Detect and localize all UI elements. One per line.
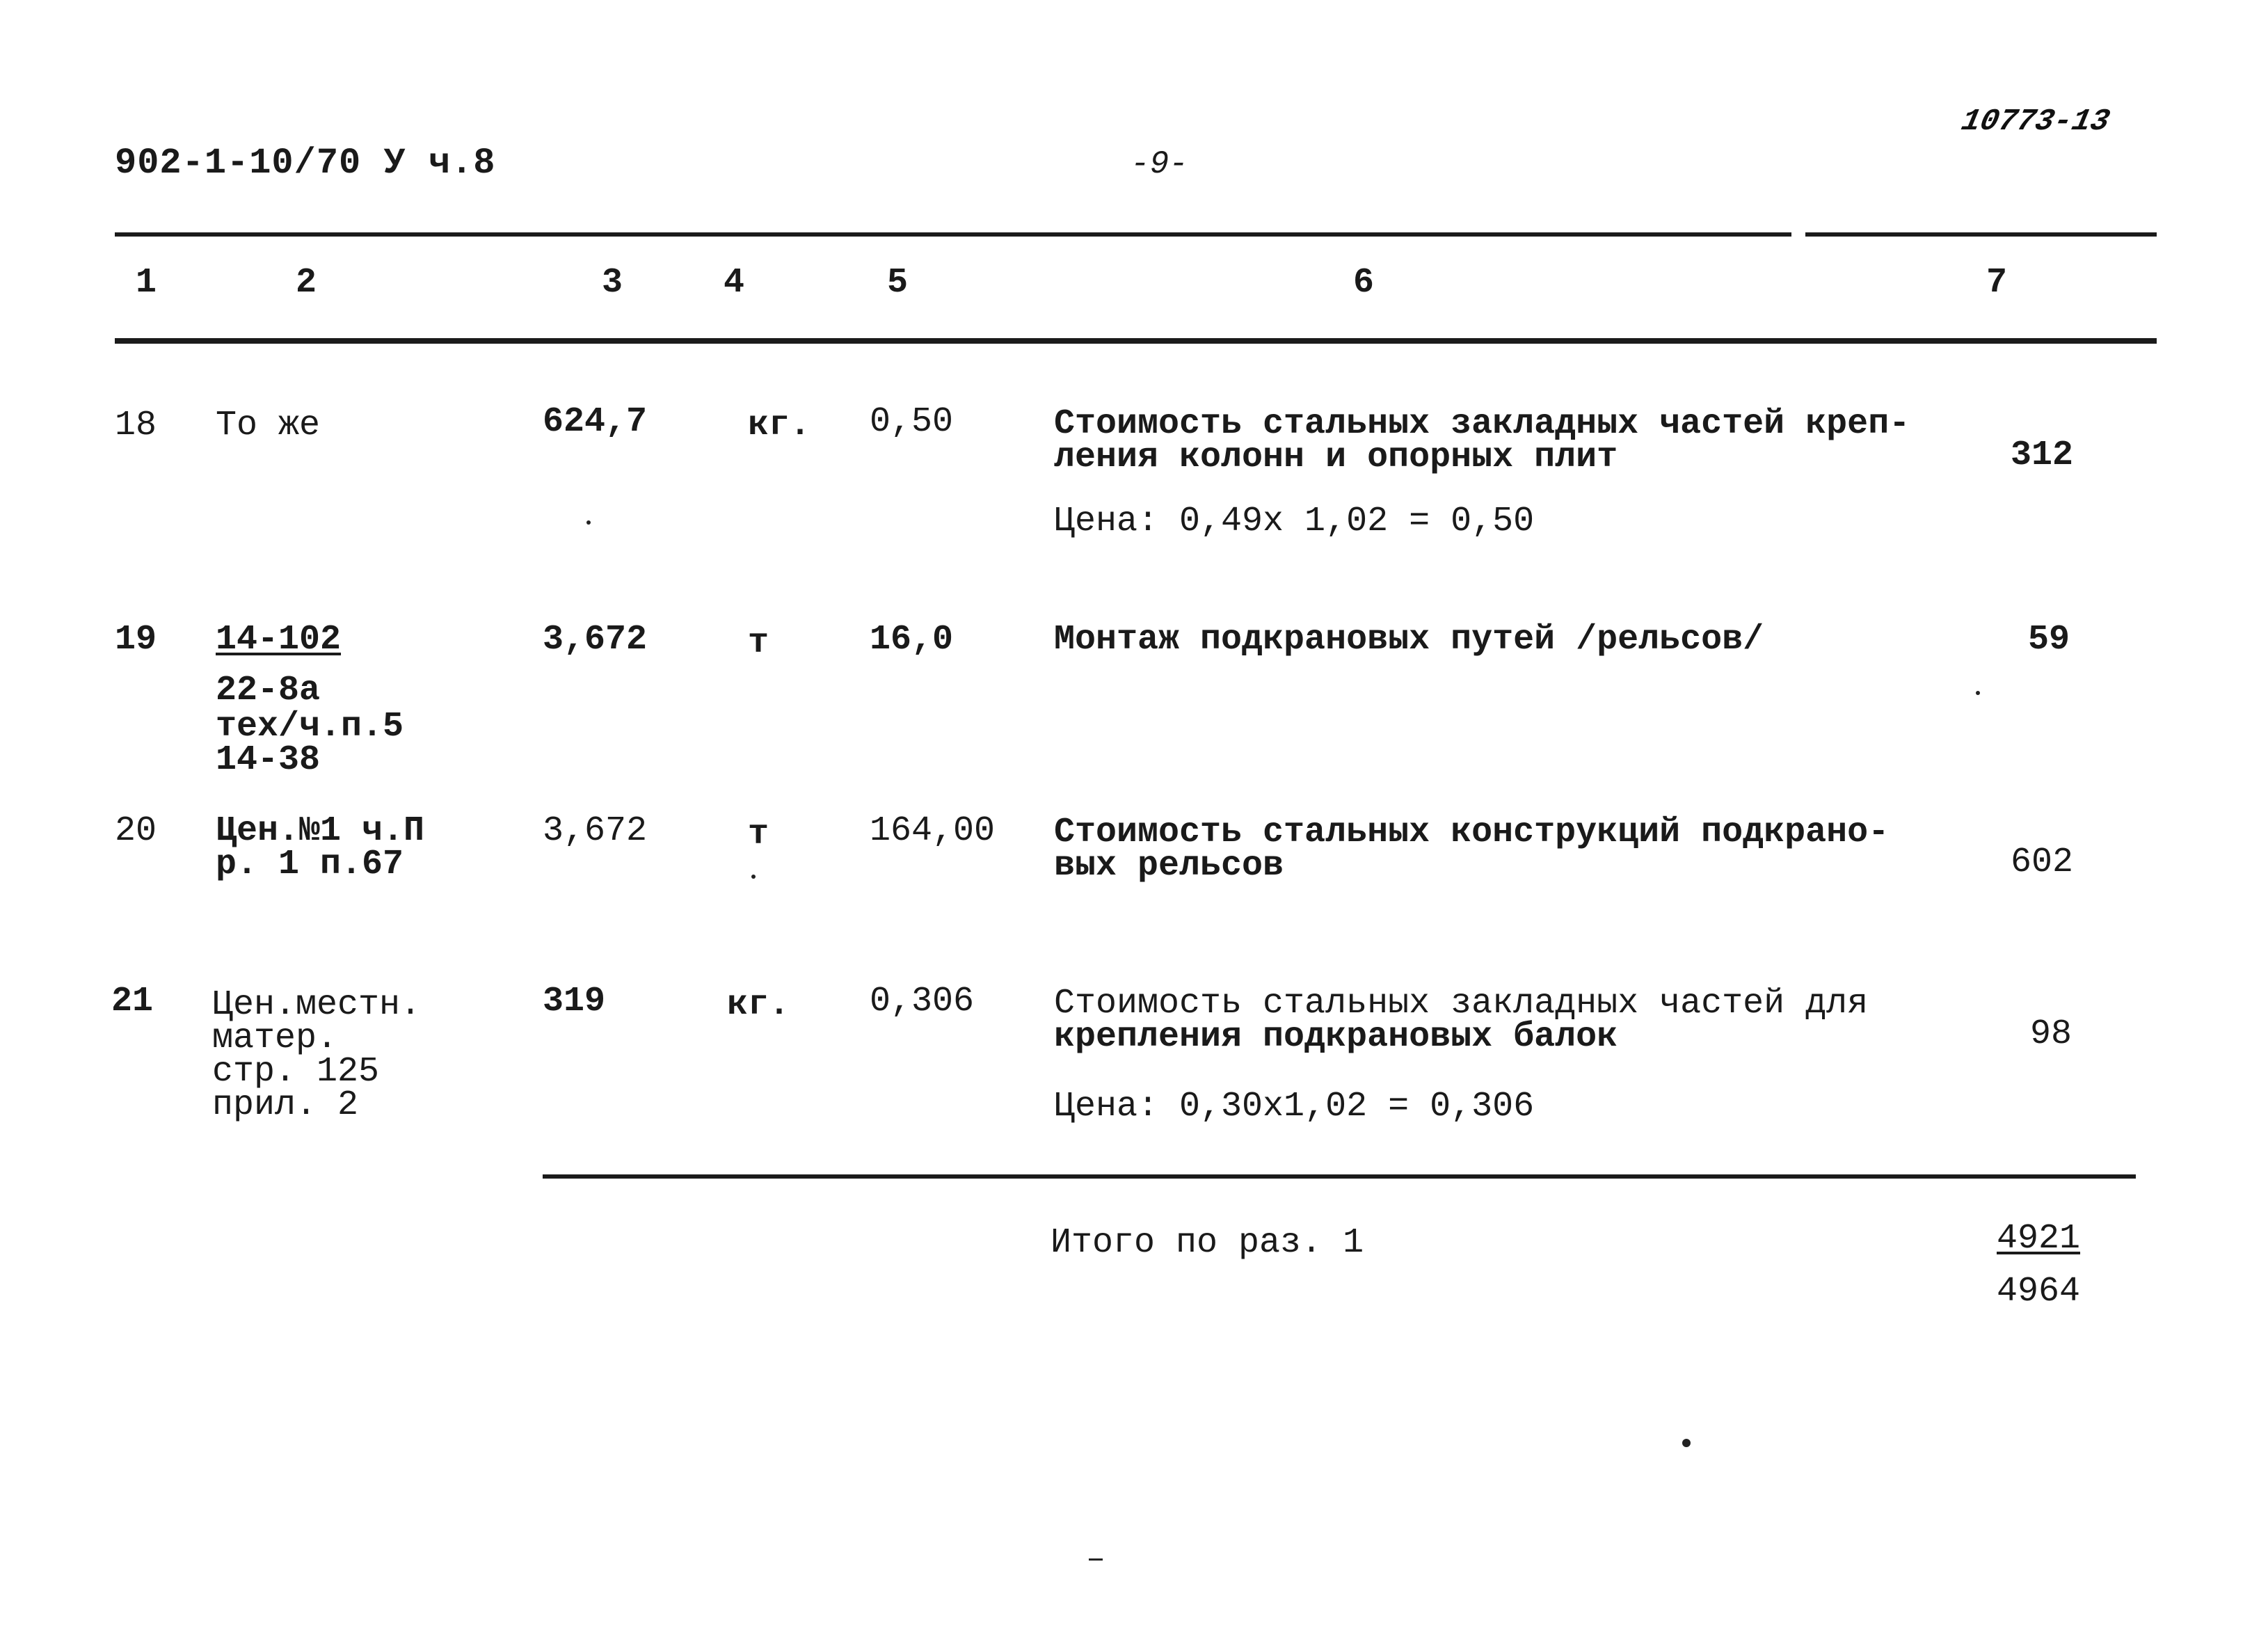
- row-20-description-line-2: вых рельсов: [1054, 846, 1284, 886]
- summary-rule: [543, 1174, 2136, 1179]
- row-18-total: 312: [2011, 436, 2074, 475]
- row-20-source-line-1: Цен.№1 ч.П: [216, 811, 425, 851]
- section-total-label: Итого по раз. 1: [1051, 1223, 1364, 1263]
- scan-speck: [586, 520, 591, 525]
- row-21-description-line-1: Стоимость стальных закладных частей для: [1054, 984, 1869, 1023]
- row-20-quantity: 3,672: [543, 811, 648, 851]
- row-19-source-line-3: тех/ч.п.5: [216, 707, 404, 747]
- row-19-total: 59: [2028, 620, 2070, 660]
- page-number: -9-: [1131, 146, 1188, 182]
- row-19-source-line-1: 14-102: [216, 620, 342, 660]
- row-21-source-line-2: матер.: [212, 1019, 338, 1058]
- row-18-number: 18: [115, 406, 157, 445]
- archive-stamp: 10773-13: [1958, 104, 2113, 139]
- scan-speck: [751, 875, 756, 879]
- row-20-source-line-2: р. 1 п.67: [216, 845, 404, 884]
- row-18-source: То же: [216, 406, 321, 445]
- row-21-source-line-3: стр. 125: [212, 1052, 380, 1092]
- row-20-total: 602: [2011, 843, 2074, 882]
- row-18-description-line-1: Стоимость стальных закладных частей креп-: [1054, 404, 1910, 444]
- row-20-number: 20: [115, 811, 157, 851]
- document-code: 902-1-10/70 У ч.8: [115, 143, 496, 184]
- row-20-price: 164,00: [870, 811, 996, 851]
- column-number-7: 7: [1986, 263, 2008, 303]
- row-21-quantity: 319: [543, 982, 606, 1021]
- row-21-price: 0,306: [870, 982, 975, 1021]
- row-20-unit: т: [748, 815, 769, 854]
- row-19-description: Монтаж подкрановых путей /рельсов/: [1054, 620, 1764, 660]
- top-rule-left: [115, 232, 1791, 237]
- row-19-source-line-2: 22-8а: [216, 671, 321, 710]
- scan-speck: [1089, 1558, 1103, 1561]
- row-21-unit: кг.: [727, 985, 790, 1025]
- row-20-description-line-1: Стоимость стальных конструкций подкрано-: [1054, 813, 1890, 852]
- row-19-price: 16,0: [870, 620, 954, 660]
- section-total-value: 4921: [1997, 1219, 2081, 1259]
- row-18-description-line-2: ления колонн и опорных плит: [1054, 438, 1618, 477]
- row-21-source-line-1: Цен.местн.: [212, 985, 422, 1025]
- column-number-4: 4: [724, 263, 745, 303]
- row-18-price: 0,50: [870, 402, 954, 442]
- row-21-source-line-4: прил. 2: [212, 1085, 359, 1125]
- row-21-price-note: Цена: 0,30х1,02 = 0,306: [1054, 1087, 1535, 1126]
- row-19-unit: т: [748, 623, 769, 663]
- row-18-unit: кг.: [748, 406, 811, 445]
- column-number-6: 6: [1353, 263, 1375, 303]
- header-bottom-rule: [115, 338, 2157, 344]
- scan-speck: [1682, 1439, 1691, 1447]
- top-rule-right: [1805, 232, 2157, 237]
- row-19-number: 19: [115, 620, 157, 660]
- row-21-total: 98: [2030, 1014, 2073, 1054]
- row-21-number: 21: [111, 982, 154, 1021]
- scan-speck: [1976, 691, 1980, 695]
- column-number-2: 2: [296, 263, 317, 303]
- column-number-3: 3: [602, 263, 623, 303]
- column-number-1: 1: [136, 263, 157, 303]
- section-total-corrected-value: 4964: [1997, 1272, 2081, 1311]
- row-19-quantity: 3,672: [543, 620, 648, 660]
- row-21-description-line-2: крепления подкрановых балок: [1054, 1017, 1618, 1057]
- row-19-source-line-4: 14-38: [216, 740, 321, 780]
- row-18-quantity: 624,7: [543, 402, 648, 442]
- row-18-price-note: Цена: 0,49х 1,02 = 0,50: [1054, 502, 1535, 541]
- column-number-5: 5: [887, 263, 909, 303]
